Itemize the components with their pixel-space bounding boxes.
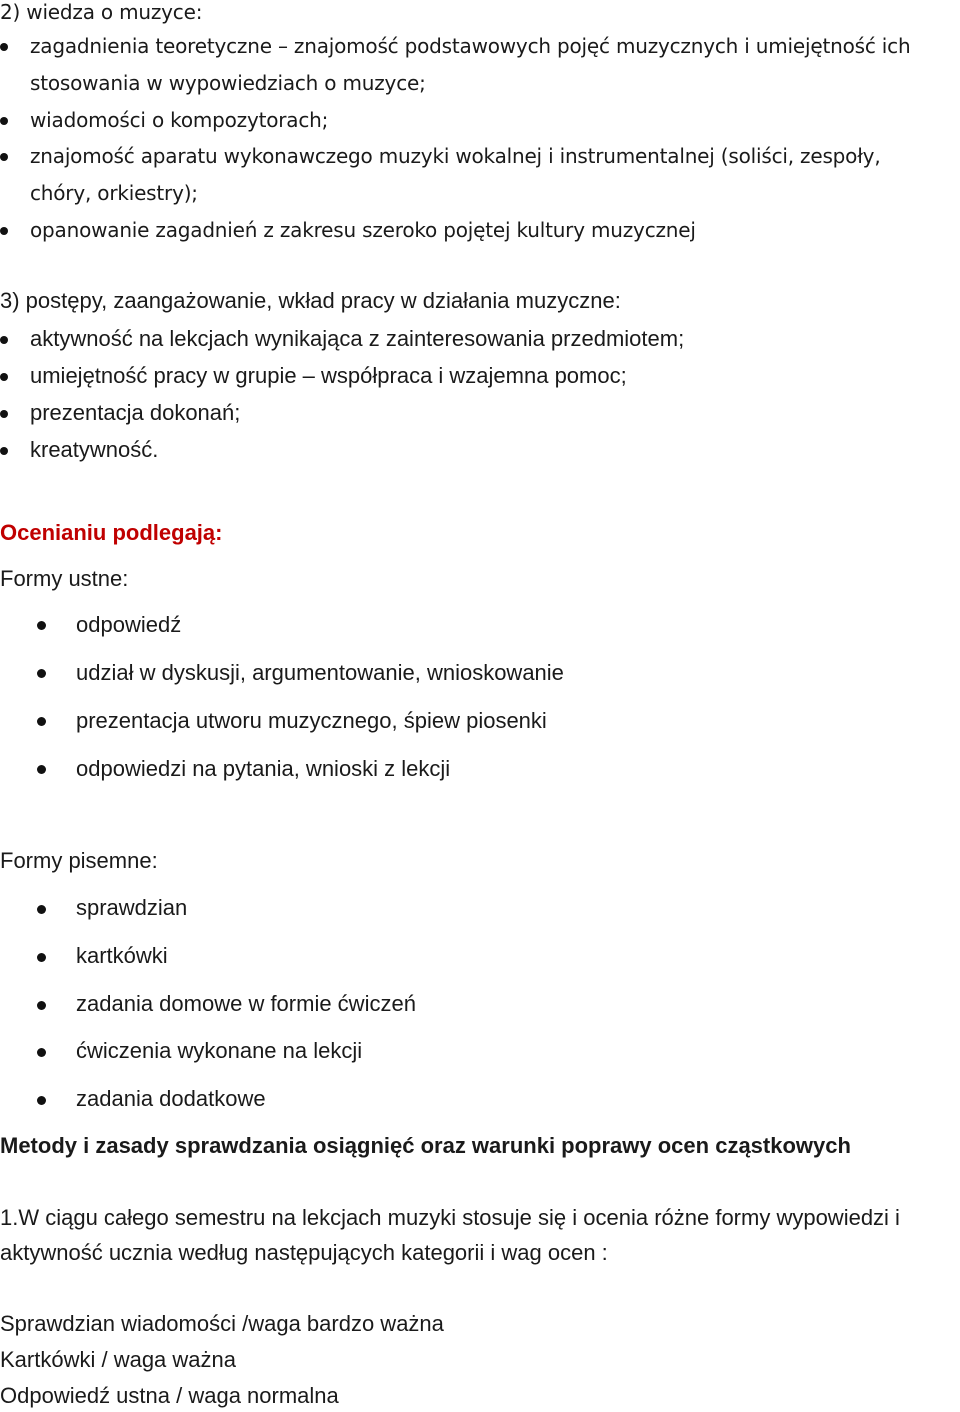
list-item-continuation: chóry, orkiestry);: [30, 181, 198, 205]
list-item: znajomość aparatu wykonawczego muzyki wokalnej i instrumentalnej (soliści, zespoły,: [30, 144, 881, 168]
bullet-icon: [37, 1001, 46, 1010]
bullet-icon: [37, 1048, 46, 1057]
bullet-icon: [0, 410, 8, 418]
list-item: umiejętność pracy w grupie – współpraca i wzajemna pomoc;: [30, 363, 627, 388]
bullet-icon: [0, 227, 8, 235]
paragraph-line: aktywność ucznia według następujących kategorii i wag ocen :: [0, 1240, 608, 1265]
ocenianie-heading: Ocenianiu podlegają:: [0, 520, 223, 545]
section-heading-wiedza: 2) wiedza o muzyce:: [0, 0, 203, 24]
list-item: odpowiedzi na pytania, wnioski z lekcji: [76, 756, 451, 781]
bullet-icon: [37, 669, 46, 678]
list-item: odpowiedź: [76, 612, 182, 637]
section-heading-postepy: 3) postępy, zaangażowanie, wkład pracy w działania muzyczne:: [0, 288, 621, 313]
list-item: sprawdzian: [76, 895, 188, 920]
weight-line: Odpowiedź ustna / waga normalna: [0, 1383, 339, 1408]
bullet-icon: [0, 153, 8, 161]
list-item: wiadomości o kompozytorach;: [30, 108, 329, 132]
list-item: ćwiczenia wykonane na lekcji: [76, 1038, 363, 1063]
list-item-continuation: stosowania w wypowiedziach o muzyce;: [30, 71, 426, 95]
bullet-icon: [37, 717, 46, 726]
list-item: kartkówki: [76, 943, 168, 968]
list-item: prezentacja dokonań;: [30, 400, 241, 425]
weight-line: Sprawdzian wiadomości /waga bardzo ważna: [0, 1311, 444, 1336]
list-item: opanowanie zagadnień z zakresu szeroko pojętej kultury muzycznej: [30, 218, 696, 242]
bullet-icon: [37, 953, 46, 962]
paragraph-line: 1.W ciągu całego semestru na lekcjach muzyki stosuje się i ocenia różne formy wypowiedzi i: [0, 1205, 900, 1230]
bullet-icon: [0, 117, 8, 125]
bullet-icon: [0, 43, 8, 51]
metody-heading: Metody i zasady sprawdzania osiągnięć oraz warunki poprawy ocen cząstkowych: [0, 1133, 851, 1158]
list-item: zadania domowe w formie ćwiczeń: [76, 991, 416, 1016]
bullet-icon: [0, 373, 8, 381]
bullet-icon: [0, 447, 8, 455]
weight-line: Kartkówki / waga ważna: [0, 1347, 236, 1372]
list-item: prezentacja utworu muzycznego, śpiew piosenki: [76, 708, 547, 733]
list-item: zadania dodatkowe: [76, 1086, 266, 1111]
list-item: zagadnienia teoretyczne – znajomość podstawowych pojęć muzycznych i umiejętność ich: [30, 34, 911, 58]
formy-ustne-label: Formy ustne:: [0, 566, 129, 591]
bullet-icon: [37, 905, 46, 914]
bullet-icon: [0, 336, 8, 344]
bullet-icon: [37, 1096, 46, 1105]
list-item: kreatywność.: [30, 437, 159, 462]
bullet-icon: [37, 765, 46, 774]
formy-pisemne-label: Formy pisemne:: [0, 848, 158, 873]
bullet-icon: [37, 621, 46, 630]
list-item: udział w dyskusji, argumentowanie, wnioskowanie: [76, 660, 564, 685]
list-item: aktywność na lekcjach wynikająca z zainteresowania przedmiotem;: [30, 326, 685, 351]
